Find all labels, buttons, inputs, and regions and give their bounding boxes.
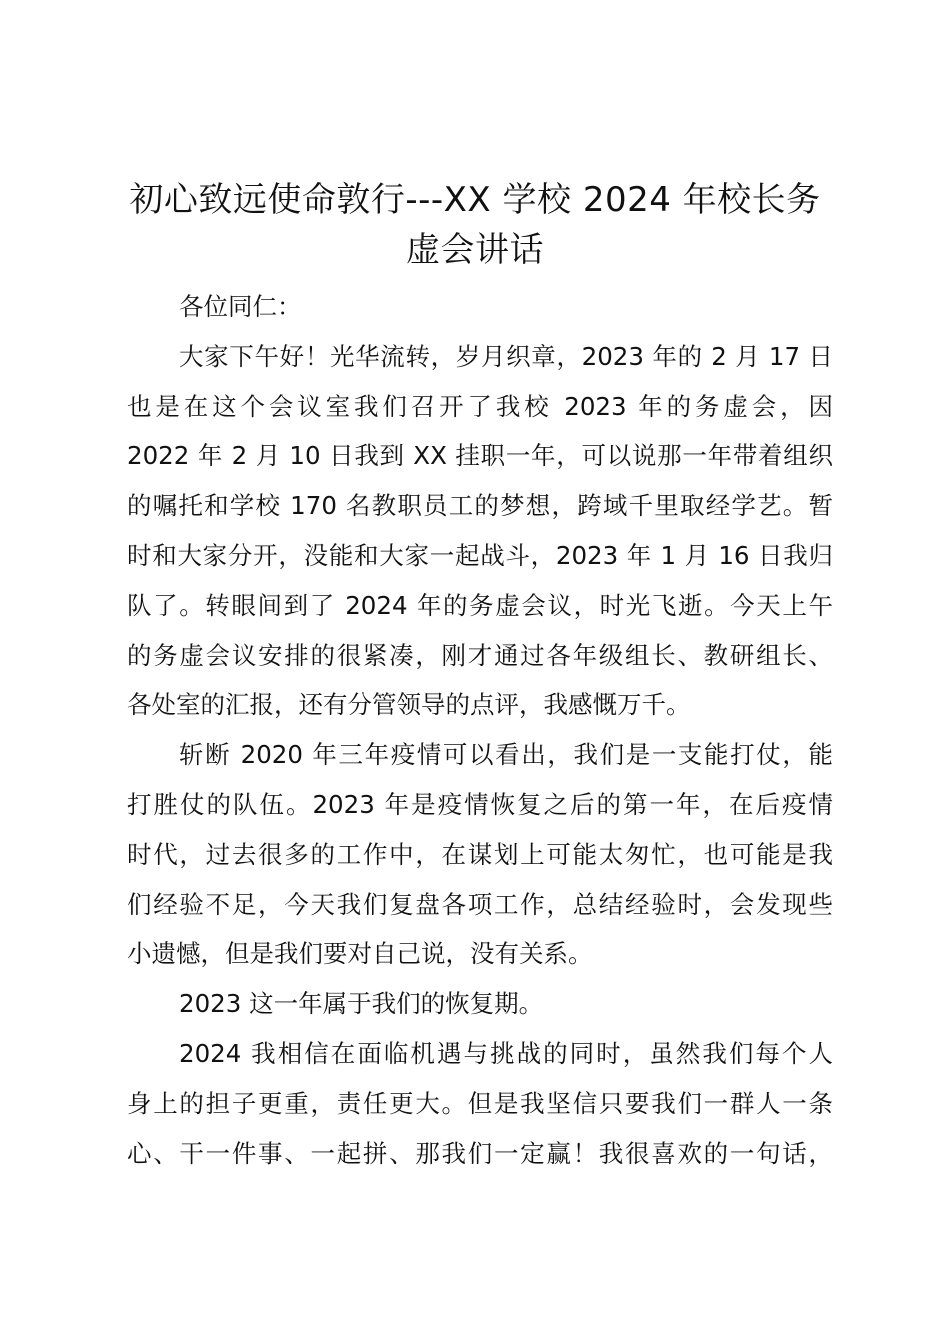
document-body bbox=[127, 282, 833, 1178]
paragraph-4 bbox=[127, 1029, 833, 1178]
paragraph-line: 身上的担子更重，责任更大。但是我坚信只要我们一群人一条 bbox=[127, 1088, 833, 1118]
paragraph-line: 队了。转眼间到了 2024 年的务虚会议，时光飞逝。今天上午 bbox=[127, 590, 833, 620]
paragraph-line: 时代，过去很多的工作中，在谋划上可能太匆忙，也可能是我 bbox=[127, 839, 833, 869]
title-line-2: 虚会讲话 bbox=[406, 229, 544, 270]
paragraph-line: 2023 这一年属于我们的恢复期。 bbox=[179, 989, 544, 1019]
paragraph-line: 时和大家分开，没能和大家一起战斗，2023 年 1 月 16 日我归 bbox=[127, 540, 833, 570]
paragraph-line: 2022 年 2 月 10 日我到 XX 挂职一年，可以说那一年带着组织 bbox=[127, 441, 833, 471]
paragraph-1 bbox=[127, 332, 833, 730]
paragraph-line: 2024 我相信在面临机遇与挑战的同时，虽然我们每个人 bbox=[179, 1038, 833, 1068]
title-line-1: 初心致远使命敦行---XX 学校 2024 年校长务 bbox=[129, 180, 821, 220]
paragraph-line: 们经验不足，今天我们复盘各项工作，总结经验时，会发现些 bbox=[127, 889, 833, 919]
salutation: 各位同仁： bbox=[179, 292, 302, 321]
paragraph-line: 的嘱托和学校 170 名教职员工的梦想，跨域千里取经学艺。暂 bbox=[127, 491, 833, 521]
document-title bbox=[110, 176, 840, 276]
paragraph-line: 大家下午好！光华流转，岁月织章，2023 年的 2 月 17 日 bbox=[179, 341, 833, 371]
paragraph-line: 也是在这个会议室我们召开了我校 2023 年的务虚会，因 bbox=[127, 391, 833, 421]
paragraph-line: 的务虚会议安排的很紧凑，刚才通过各年级组长、教研组长、 bbox=[127, 640, 833, 670]
paragraph-line: 心、干一件事、一起拼、那我们一定赢！我很喜欢的一句话， bbox=[127, 1138, 833, 1168]
paragraph-line: 各处室的汇报，还有分管领导的点评，我感慨万千。 bbox=[127, 690, 691, 720]
paragraph-3 bbox=[127, 979, 833, 1029]
paragraph-line: 斩断 2020 年三年疫情可以看出，我们是一支能打仗，能 bbox=[179, 740, 833, 770]
paragraph-line: 小遗憾，但是我们要对自己说，没有关系。 bbox=[127, 939, 593, 969]
paragraph-2 bbox=[127, 730, 833, 979]
paragraph-line: 打胜仗的队伍。2023 年是疫情恢复之后的第一年，在后疫情 bbox=[127, 789, 833, 819]
